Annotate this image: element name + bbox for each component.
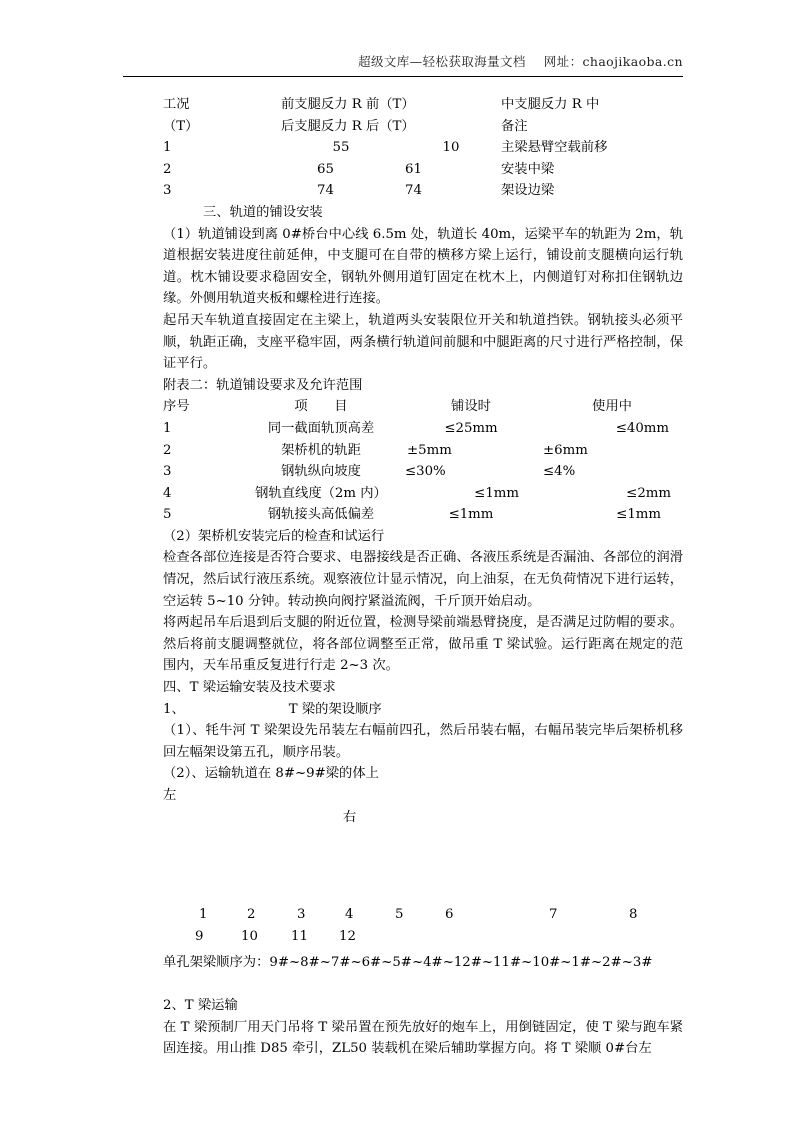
table1-header-remark: 备注 [501, 118, 528, 134]
table1-row0-remark: 主梁悬臂空载前移 [501, 140, 608, 156]
diagram-label-left: 左 [163, 788, 177, 803]
section4-paragraph-1: （1）、牦牛河 T 梁架设先吊装左右幅前四孔，然后吊装右幅，右幅吊装完毕后架桥机移回左幅架设第五孔，顺序吊装。 [163, 723, 683, 760]
table2-row3-item: 钢轨直线度（2m 内） [255, 485, 387, 501]
erection-sequence-line: 单孔架梁顺序为：9#~8#~7#~6#~5#~4#~12#~11#~10#~1#~2#~3# [163, 954, 653, 970]
table2-row4-laying: ≤1mm [448, 507, 494, 523]
table-row [163, 418, 683, 440]
table-row [163, 483, 683, 505]
section4-paragraph-2: （2）、运输轨道在 8#~9#梁的体上 [163, 766, 379, 782]
table2-row0-no: 1 [163, 420, 172, 436]
table1-row0-mid: 55 [332, 140, 350, 156]
beam-number: 4 [345, 906, 354, 922]
table1-row2-front: 74 [317, 183, 334, 199]
section3b-paragraph-1: 检查各部位连接是否符合要求、电器接线是否正确、各液压系统是否漏油、各部位的润滑情况，然后试行液压系统。观察液位计显示情况，向上油泵，在无负荷情况下进行运转，空运转 5~10 分钟。转动换向阀拧紧溢流阀，千斤顶开始启动。 [163, 550, 683, 609]
table2-row1-item: 架桥机的轨距 [281, 442, 361, 458]
table2-row3-no: 4 [163, 485, 172, 501]
section3b-paragraph-2: 将两起吊车后退到后支腿的附近位置，检测导梁前端悬臂挠度，是否满足过防帽的要求。然后将前支腿调整就位，将各部位调整至正常，做吊重 T 梁试验。运行距离在规定的范围内，天车吊重反复进行行走 2~3 次。 [163, 615, 683, 674]
table-header-row [163, 396, 683, 418]
beam-number: 2 [247, 906, 256, 922]
section4-sub1-row [163, 699, 683, 721]
beam-number: 12 [339, 928, 356, 944]
table1-header-unit: （T） [163, 118, 199, 134]
table2-row1-inuse: ±6mm [543, 442, 588, 458]
beam-number: 8 [629, 906, 638, 922]
table1-row0-no: 1 [163, 140, 172, 156]
section4-heading: 四、T 梁运输安装及技术要求 [163, 680, 336, 696]
table2-row2-no: 3 [163, 464, 172, 480]
table-row [163, 504, 683, 526]
table2-row4-no: 5 [163, 507, 172, 523]
table2-row0-inuse: ≤40mm [615, 420, 669, 436]
diagram-spacer [163, 850, 683, 872]
table2-header-no: 序号 [163, 399, 190, 415]
table2-row2-inuse: ≤4% [543, 464, 576, 480]
table2-row2-item: 钢轨纵向坡度 [281, 464, 361, 480]
beam-number: 7 [549, 906, 558, 922]
document-body [163, 94, 683, 1060]
table1-header-front-leg: 前支腿反力 R 前（T） [281, 97, 415, 112]
table2-row3-inuse: ≤2mm [626, 485, 671, 501]
header-url: 网址：chaojikaoba.cn [543, 54, 683, 69]
table1-row2-no: 3 [163, 183, 172, 199]
section3-heading: 三、轨道的铺设安装 [203, 204, 323, 220]
beam-number: 9 [195, 928, 204, 944]
section4-sub2-paragraph: 在 T 梁预制厂用天门吊将 T 梁吊置在预先放好的炮车上，用倒链固定，使 T 梁与跑车紧固连接。用山推 D85 牵引，ZL50 装载机在梁后辅助掌握方向。将 T 梁顺 0#台左 [163, 1019, 683, 1057]
table2-row2-laying: ≤30% [405, 464, 446, 480]
beam-number: 6 [445, 906, 454, 922]
section4-sub1-title: T 梁的架设顺序 [288, 701, 382, 717]
beam-number: 3 [297, 906, 306, 922]
section4-sub2-title: 2、T 梁运输 [163, 998, 238, 1014]
table2-row1-laying: ±5mm [407, 442, 452, 458]
table-header-row [163, 94, 683, 116]
diagram-spacer [163, 871, 683, 893]
diagram-spacer [163, 828, 683, 850]
table-row [163, 461, 683, 483]
table-row [163, 137, 683, 159]
table1-row2-remark: 架设边梁 [501, 183, 555, 199]
table-row [163, 440, 683, 462]
section3-paragraph-2: 起吊天车轨道直接固定在主梁上，轨道两头安装限位开关和轨道挡铁。钢轨接头必须平顺，轨距正确，支座平稳牢固，两条横行轨道间前腿和中腿距离的尺寸进行严格控制，保证平行。 [163, 312, 683, 372]
table1-header-mid-leg: 中支腿反力 R 中 [501, 97, 600, 112]
beam-number: 1 [199, 906, 208, 922]
table1-row1-mid: 61 [405, 161, 422, 177]
table2-row1-no: 2 [163, 442, 172, 458]
section3-paragraph-1: （1）轨道铺设到离 0#桥台中心线 6.5m 处，轨道长 40m，运梁平车的轨距为 2m，轨道根据安装进度往前延伸，中支腿可在自带的横移方梁上运行，铺设前支腿横向运行轨道。枕木铺设要求稳固安全，钢轨外侧用道钉固定在枕木上，内侧道钉对称扣住钢轨边缘。外侧用轨道夹板和螺栓进行连接。 [163, 226, 683, 307]
table1-row2-mid: 74 [405, 183, 422, 199]
section4-sub1-number: 1、 [163, 701, 185, 717]
table2-row4-item: 钢轨接头高低偏差 [267, 507, 375, 523]
table1-header-rear-leg: 后支腿反力 R 后（T） [281, 118, 415, 134]
table2-header-laying: 铺设时 [451, 399, 491, 415]
table-header-row [163, 116, 683, 138]
table-row [163, 159, 683, 181]
beam-number: 5 [395, 906, 404, 922]
page-header [123, 52, 683, 70]
diagram-label-right: 右 [343, 809, 357, 825]
table1-row0-rear: 10 [442, 140, 460, 156]
table2-header-item: 项 目 [294, 399, 348, 415]
table2-header-inuse: 使用中 [592, 399, 632, 415]
table1-row1-remark: 安装中梁 [501, 161, 555, 177]
header-site-name: 超级文库—轻松获取海量文档 [358, 54, 526, 69]
diagram-spacer [163, 893, 683, 904]
header-divider [123, 76, 683, 77]
table2-row0-laying: ≤25mm [444, 420, 498, 436]
beam-number: 11 [291, 928, 308, 944]
track-spec-table [163, 396, 683, 526]
table2-row0-item: 同一截面轨顶高差 [267, 420, 375, 436]
section3b-subheading: （2）架桥机安装完后的检查和试运行 [163, 528, 385, 544]
beam-number: 10 [241, 928, 258, 944]
reaction-force-table [163, 94, 683, 202]
table1-row1-no: 2 [163, 161, 172, 177]
table1-row1-front: 65 [317, 161, 334, 177]
beam-number-diagram [163, 904, 683, 950]
table1-header-condition: 工况 [163, 97, 190, 112]
table2-caption: 附表二：轨道铺设要求及允许范围 [163, 377, 363, 393]
table2-row4-inuse: ≤1mm [616, 507, 661, 523]
section-spacer [163, 974, 683, 996]
table-row [163, 180, 683, 202]
table2-row3-laying: ≤1mm [474, 485, 519, 501]
